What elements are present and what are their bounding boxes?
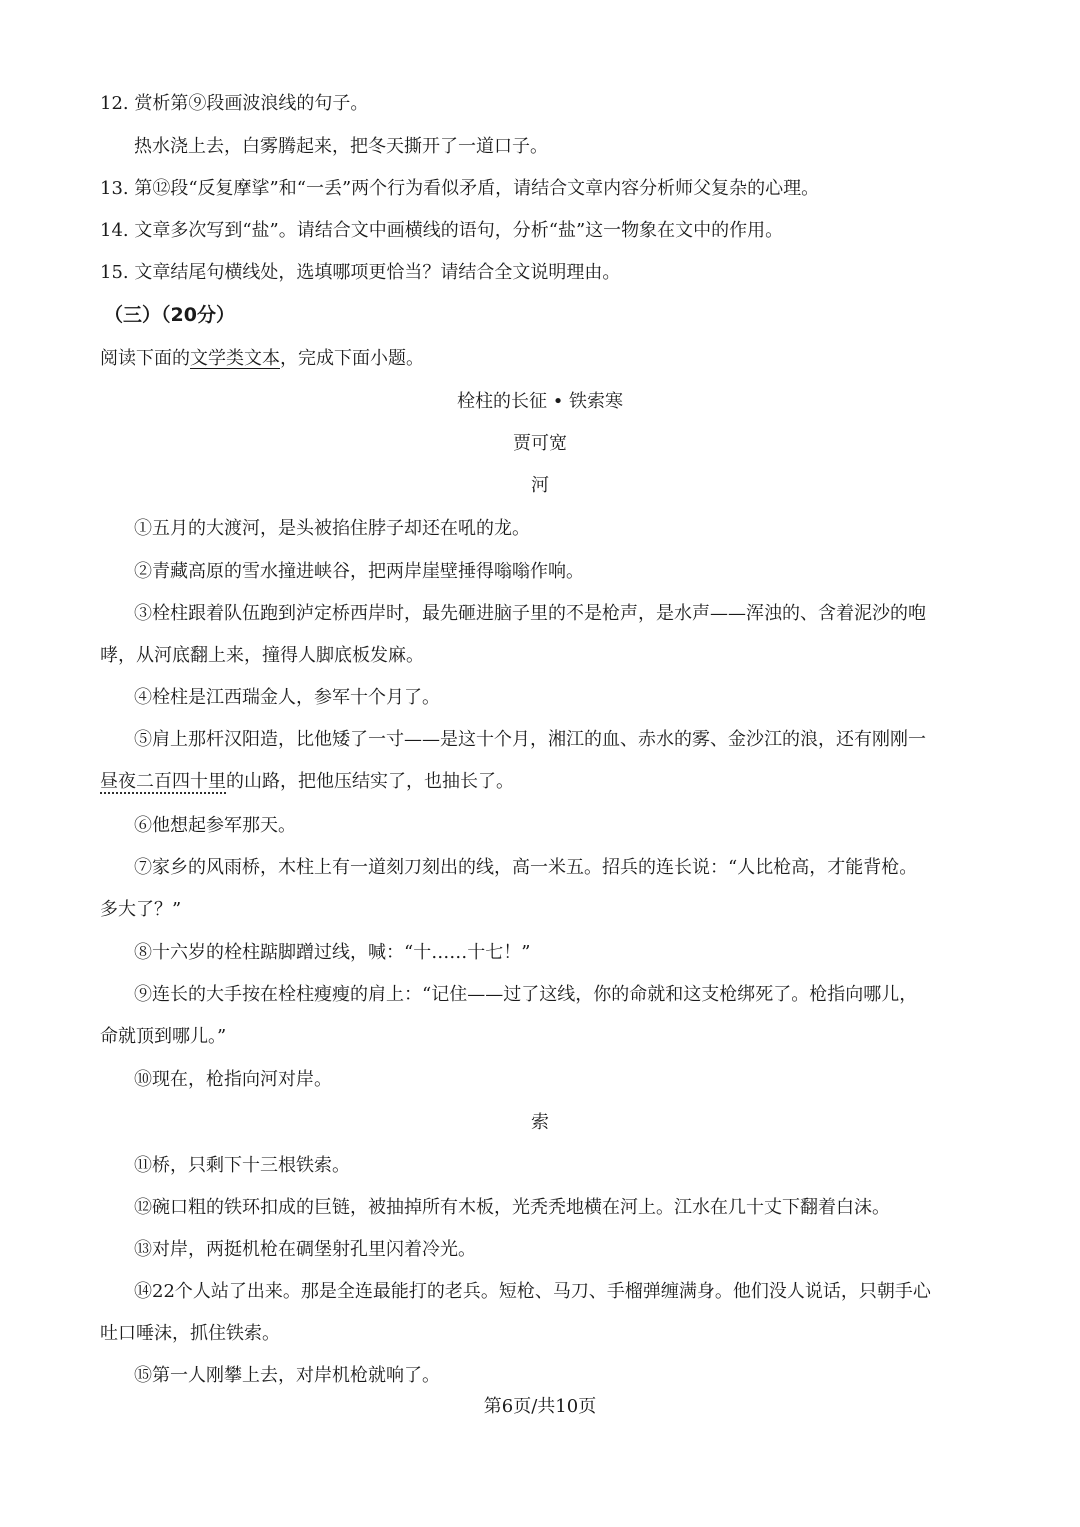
paragraph-3-line-1: ③栓柱跟着队伍跑到泸定桥西岸时，最先砸进脑子里的不是枪声，是水声——浑浊的、含着泥沙的咆 <box>134 603 926 624</box>
paragraph-4: ④栓柱是江西瑞金人，参军十个月了。 <box>134 687 440 708</box>
paragraph-10: ⑩现在，枪指向河对岸。 <box>134 1069 332 1090</box>
paragraph-3-line-2: 哮，从河底翻上来，撞得人脚底板发麻。 <box>100 645 424 666</box>
article-subheading-chain: 索 <box>531 1112 549 1133</box>
instruction-suffix: ，完成下面小题。 <box>280 348 424 369</box>
paragraph-14-line-1: ⑭22个人站了出来。那是全连最能打的老兵。短枪、马刀、手榴弹缠满身。他们没人说话，只朝手心 <box>134 1281 931 1302</box>
paragraph-9-line-1: ⑨连长的大手按在栓柱瘦瘦的肩上：“记住——过了这线，你的命就和这支枪绑死了。枪指向哪儿， <box>134 984 918 1005</box>
paragraph-13: ⑬对岸，两挺机枪在碉堡射孔里闪着冷光。 <box>134 1239 476 1260</box>
article-subheading-river: 河 <box>531 475 549 496</box>
paragraph-12: ⑫碗口粗的铁环扣成的巨链，被抽掉所有木板，光秃秃地横在河上。江水在几十丈下翻着白沫。 <box>134 1197 890 1218</box>
question-14: 14. 文章多次写到“盐”。请结合文中画横线的语句，分析“盐”这一物象在文中的作用。 <box>100 220 784 241</box>
question-15: 15. 文章结尾句横线处，选填哪项更恰当？请结合全文说明理由。 <box>100 262 621 283</box>
instruction-underlined: 文学类文本 <box>190 348 280 369</box>
instruction-prefix: 阅读下面的 <box>100 348 190 369</box>
paragraph-1: ①五月的大渡河，是头被掐住脖子却还在吼的龙。 <box>134 518 530 539</box>
paragraph-5-dotted-phrase: 昼夜二百四十里 <box>100 771 226 792</box>
paragraph-14-line-2: 吐口唾沫，抓住铁索。 <box>100 1323 280 1344</box>
article-title: 栓柱的长征 • 铁索寒 <box>456 391 624 412</box>
section-heading: （三）（20分） <box>104 304 235 326</box>
question-12-quote: 热水浇上去，白雾腾起来，把冬天撕开了一道口子。 <box>134 136 548 157</box>
paragraph-9-line-2: 命就顶到哪儿。” <box>100 1026 227 1047</box>
paragraph-5-line-2 <box>100 770 514 794</box>
paragraph-2: ②青藏高原的雪水撞进峡谷，把两岸崖壁捶得嗡嗡作响。 <box>134 561 584 582</box>
paragraph-6: ⑥他想起参军那天。 <box>134 815 296 836</box>
article-author: 贾可宽 <box>513 433 567 454</box>
question-12: 12. 赏析第⑨段画波浪线的句子。 <box>100 93 369 114</box>
paragraph-8: ⑧十六岁的栓柱踮脚蹭过线，喊：“十……十七！” <box>134 942 531 963</box>
paragraph-15: ⑮第一人刚攀上去，对岸机枪就响了。 <box>134 1365 440 1386</box>
paragraph-5-rest: 的山路，把他压结实了，也抽长了。 <box>226 771 514 792</box>
question-13: 13. 第⑫段“反复摩挲”和“一丢”两个行为看似矛盾，请结合文章内容分析师父复杂的心理。 <box>100 178 820 199</box>
paragraph-5-line-1: ⑤肩上那杆汉阳造，比他矮了一寸——是这十个月，湘江的血、赤水的雾、金沙江的浪，还有刚刚一 <box>134 729 926 750</box>
paragraph-11: ⑪桥，只剩下十三根铁索。 <box>134 1155 350 1176</box>
paragraph-7-line-1: ⑦家乡的风雨桥，木柱上有一道刻刀刻出的线，高一米五。招兵的连长说：“人比枪高，才能背枪。 <box>134 857 918 878</box>
section-instruction <box>100 347 424 371</box>
paragraph-7-line-2: 多大了？” <box>100 899 182 920</box>
page-footer: 第6页/共10页 <box>483 1396 597 1417</box>
